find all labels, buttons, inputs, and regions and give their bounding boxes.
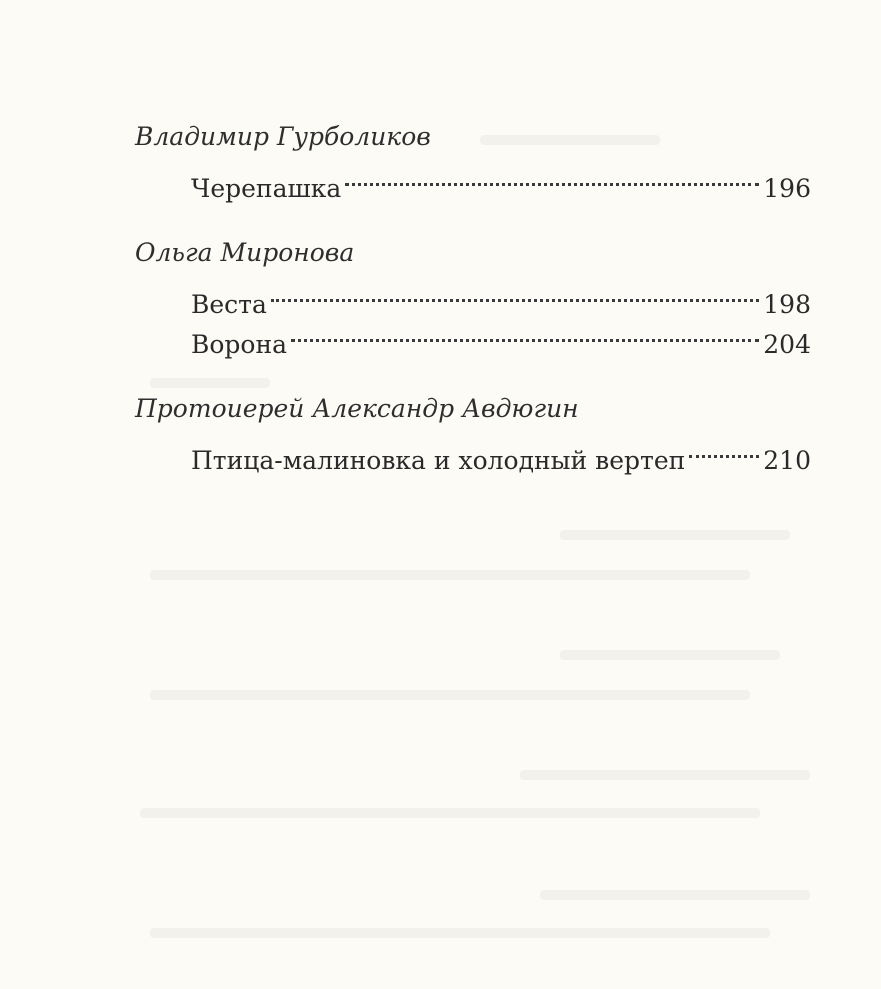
dot-leader [689, 429, 759, 469]
page-number: 196 [763, 174, 811, 203]
toc-group [135, 233, 811, 359]
entry-title: Черепашка [191, 174, 342, 203]
dot-leader [291, 313, 759, 353]
toc-entry [191, 273, 811, 319]
entry-title: Ворона [191, 330, 288, 359]
toc-entry [191, 313, 811, 359]
toc-entry [191, 157, 811, 203]
page-number: 210 [763, 446, 811, 475]
author-name: Ольга Миронова [135, 238, 355, 267]
table-of-contents [135, 117, 811, 475]
toc-group [135, 117, 811, 203]
page-number: 204 [763, 330, 811, 359]
entry-title: Птица-малиновка и холодный вертеп [191, 446, 686, 475]
author-name: Владимир Гурболиков [135, 122, 431, 151]
toc-entry [191, 429, 811, 475]
dot-leader [271, 273, 759, 313]
entry-title: Веста [191, 290, 267, 319]
dot-leader [345, 157, 759, 197]
toc-group [135, 389, 811, 475]
author-name: Протоиерей Александр Авдюгин [135, 394, 579, 423]
page-number: 198 [763, 290, 811, 319]
